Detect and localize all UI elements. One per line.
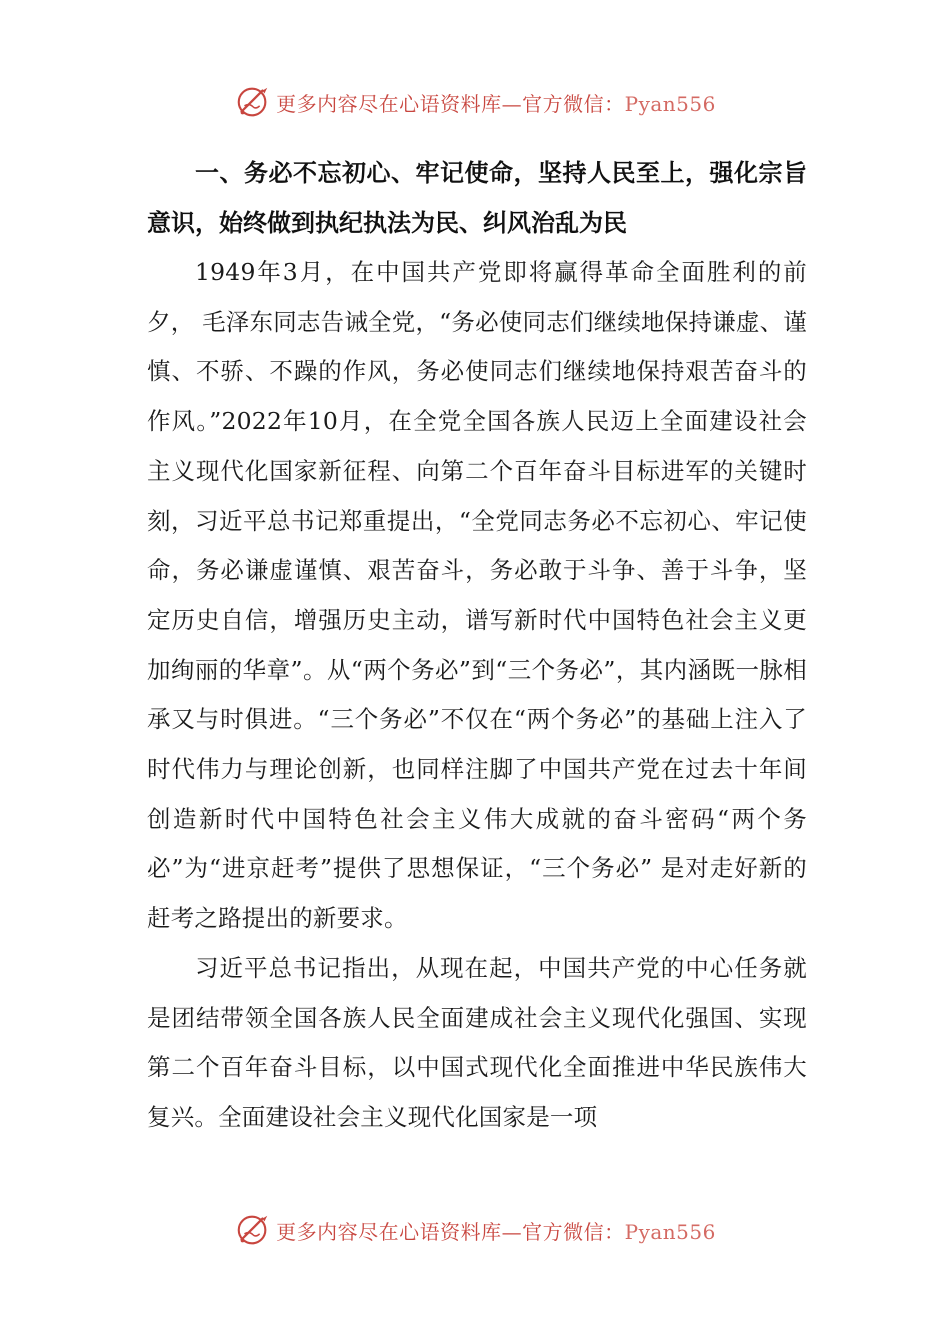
pen-logo-icon [234,1211,272,1249]
watermark-wechat-id: Pyan556 [624,1219,716,1244]
section-heading: 一、务必不忘初心、牢记使命，坚持人民至上，强化宗旨意识，始终做到执纪执法为民、纠风治乱为民 [147,159,807,237]
paragraph-2: 习近平总书记指出，从现在起，中国共产党的中心任务就是团结带领全国各族人民全面建成社会主义现代化强国、实现第二个百年奋斗目标，以中国式现代化全面推进中华民族伟大复兴。全面建设社会主义现代化国家是一项 [147,953,807,1131]
pen-logo-icon [234,83,272,121]
document-body [147,148,807,1143]
paragraph-1: 1949年3月，在中国共产党即将赢得革命全面胜利的前夕， 毛泽东同志告诫全党，“务必使同志们继续地保持谦虚、谨慎、不骄、不躁的作风，务必使同志们继续地保持艰苦奋斗的作风。”2022年10月，在全党全国各族人民迈上全面建设社会主义现代化国家新征程、向第二个百年奋斗目标进军的关键时刻，习近平总书记郑重提出，“全党同志务必不忘初心、牢记使命，务必谦虚谨慎、艰苦奋斗，务必敢于斗争、善于斗争，坚定历史自信，增强历史主动，谱写新时代中国特色社会主义更加绚丽的华章”。从“两个务必”到“三个务必”，其内涵既一脉相承又与时俱进。“三个务必”不仅在“两个务必”的基础上注入了时代伟力与理论创新，也同样注脚了中国共产党在过去十年间创造新时代中国特色社会主义伟大成就的奋斗密码“两个务必”为“进京赶考”提供了思想保证，“三个务必” 是对走好新的赶考之路提出的新要求。 [147,258,807,933]
header-watermark [0,82,950,122]
watermark-wechat-id: Pyan556 [624,91,716,116]
watermark-text: 更多内容尽在心语资料库—官方微信：Pyan556 [276,91,716,116]
watermark-text: 更多内容尽在心语资料库—官方微信：Pyan556 [276,1219,716,1244]
footer-watermark [0,1210,950,1250]
